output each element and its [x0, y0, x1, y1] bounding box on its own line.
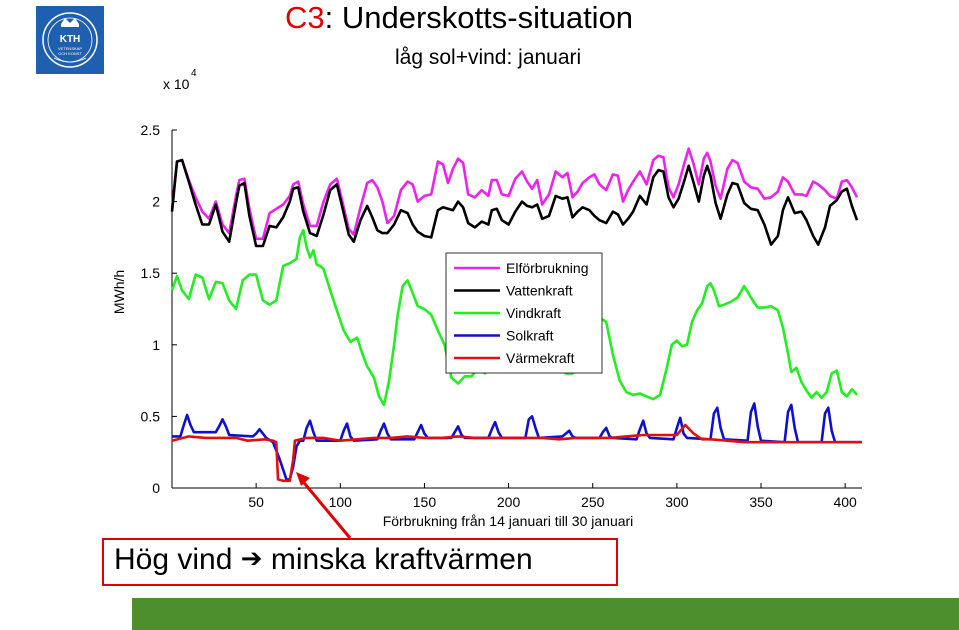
annotation-box — [102, 538, 618, 586]
y-tick-label: 1.5 — [140, 265, 160, 282]
y-axis-multiplier-exponent: 4 — [191, 68, 197, 79]
y-tick-label: 2.5 — [140, 122, 160, 138]
x-tick-label: 100 — [328, 494, 352, 510]
annotation-text — [114, 543, 533, 577]
y-tick-label: 2 — [152, 193, 160, 210]
legend-label: Solkraft — [506, 327, 554, 344]
x-tick-label: 150 — [412, 494, 437, 510]
svg-text:VETENSKAP: VETENSKAP — [57, 46, 83, 51]
x-axis-label: Förbrukning från 14 januari till 30 januari — [382, 513, 634, 529]
series-line-2 — [172, 160, 857, 246]
footer-left-blank — [0, 598, 130, 630]
x-tick-label: 250 — [581, 494, 605, 510]
x-tick-label: 400 — [833, 494, 857, 510]
chart-legend — [446, 253, 602, 373]
x-tick-label: 350 — [749, 494, 773, 510]
x-tick-label: 300 — [665, 494, 689, 510]
slide-title-prefix: C3 — [285, 0, 325, 35]
y-axis-multiplier-base: x 10 — [163, 76, 190, 92]
x-tick-label: 200 — [496, 494, 521, 510]
footer-green-bar — [132, 598, 959, 630]
legend-label: Vattenkraft — [506, 282, 573, 299]
y-tick-label: 0 — [152, 480, 160, 496]
right-arrow-icon: ➔ — [240, 543, 263, 573]
svg-text:KTH: KTH — [59, 34, 81, 45]
slide-title-rest: : Underskotts-situation — [324, 0, 634, 35]
y-tick-label: 0.5 — [140, 408, 160, 425]
annotation-text-right: minska kraftvärmen — [270, 543, 533, 576]
legend-label: Värmekraft — [506, 350, 575, 366]
series-line-1 — [172, 149, 857, 239]
x-tick-label: 50 — [248, 494, 264, 510]
svg-text:OCH KONST: OCH KONST — [58, 51, 82, 56]
y-tick-label: 1 — [152, 336, 160, 353]
legend-label: Elförbrukning — [506, 260, 589, 276]
annotation-text-left: Hög vind — [114, 543, 233, 576]
legend-label: Vindkraft — [506, 305, 561, 321]
pointer-arrowhead — [296, 472, 310, 486]
y-axis-label: MWh/h — [111, 269, 127, 315]
slide-subtitle: låg sol+vind: januari — [395, 46, 582, 69]
